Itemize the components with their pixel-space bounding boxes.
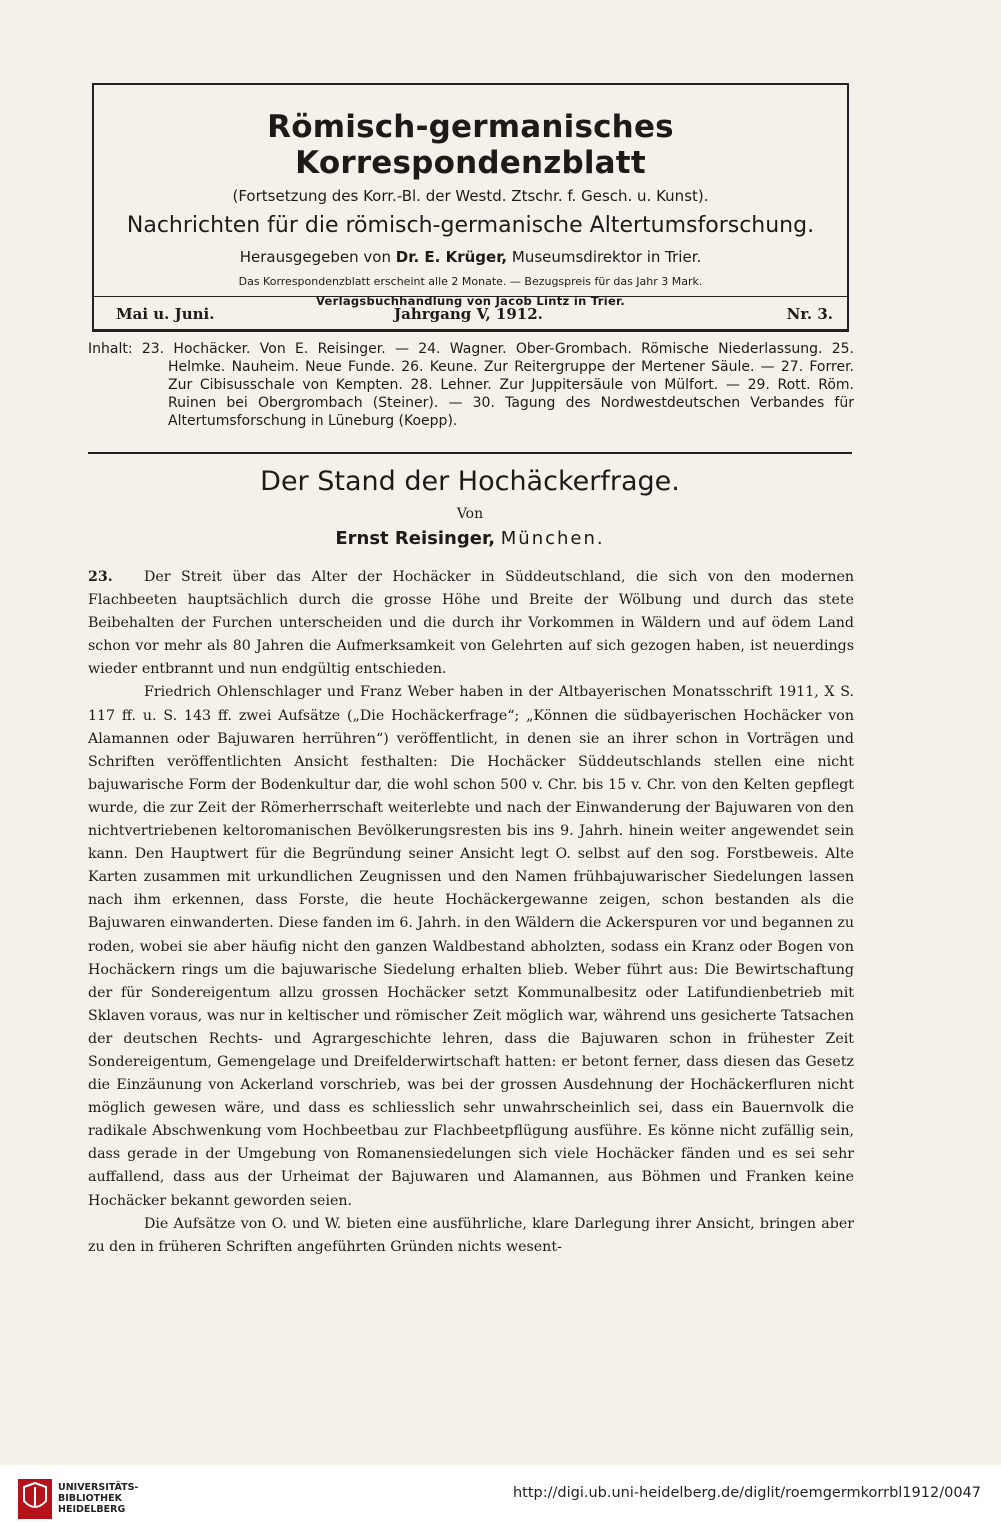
journal-subtitle: (Fortsetzung des Korr.-Bl. der Westd. Ztschr. f. Gesch. u. Kunst).: [232, 187, 709, 205]
editor-name: Dr. E. Krüger,: [395, 248, 508, 266]
library-name[interactable]: UNIVERSITÄTS- BIBLIOTHEK HEIDELBERG: [58, 1482, 139, 1515]
article-title: Der Stand der Hochäckerfrage.: [260, 466, 680, 497]
paragraph: 23. Der Streit über das Alter der Hochäcker in Süddeutschland, die sich von den modernen Flachbeeten hauptsächlich durch die grosse Höhe und Breite der Wölbung und durch das stete Beibehalten der Furchen unterscheiden und die durch ihr Vorkommen in Wäldern und auf ödem Land schon vor mehr als 80 Jahren die Aufmerksamkeit von Gelehrten auf sich gezogen haben, ist neuerdings wieder entbrannt und nun endgültig entschieden.: [88, 566, 854, 681]
author-name: Ernst Reisinger,: [335, 528, 496, 549]
article-body: [88, 566, 854, 1259]
source-url-link[interactable]: http://digi.ub.uni-heidelberg.de/diglit/roemgermkorrbl1912/0047: [512, 1485, 981, 1501]
contents-label: Inhalt:: [88, 341, 133, 357]
divider: [88, 452, 852, 454]
issue-volume: Jahrgang V, 1912.: [394, 305, 543, 323]
publisher-line: Verlagsbuchhandlung von Jacob Lintz in Trier.: [315, 294, 626, 308]
author-place: München.: [500, 528, 605, 549]
editor-line: [94, 248, 847, 266]
masthead: [92, 83, 849, 308]
section-number: 23.: [88, 569, 113, 585]
issue-number: Nr. 3.: [786, 305, 833, 323]
editor-suffix: Museumsdirektor in Trier.: [511, 248, 702, 266]
journal-tagline: Nachrichten für die römisch-germanische Altertumsforschung.: [126, 213, 815, 238]
library-logo-icon[interactable]: [18, 1479, 52, 1519]
paragraph: Friedrich Ohlenschlager und Franz Weber haben in der Altbayerischen Monatsschrift 1911, X S. 117 ff. u. S. 143 ff. zwei Aufsätze („Die Hochäckerfrage“; „Können die südbayerischen Hochäcker von Alamannen oder Bajuwaren herrühren“) veröffentlicht, in denen sie an ihrer schon in Vorträgen und Schriften veröffentlichten Ansicht festhalten: Die Hochäcker Süddeutschlands stellen eine nicht bajuwarische Form der Bodenkultur dar, die wohl schon 500 v. Chr. bis 15 v. Chr. von den Kelten gepflegt wurde, die zur Zeit der Römerherrschaft weiterlebte und nach der Einwanderung der Bajuwaren von den nichtvertriebenen keltoromanischen Bevölkerungsresten bis ins 9. Jahrh. hinein weiter angewendet sein kann. Den Hauptwert für die Begründung seiner Ansicht legt O. selbst auf den sog. Forstbeweis. Alte Karten zusammen mit urkundlichen Zeugnissen und den Namen frühbajuwarischer Siedelungen lassen nach ihm erkennen, dass Forste, die heute Hochäckergewanne zeigen, schon bestanden als die Bajuwaren einwanderten. Diese fanden im 6. Jahrh. in den Wäldern die Ackerspuren vor und begannen zu roden, wobei sie aber häufig nicht den ganzen Waldbestand abholzten, sodass ein Kranz oder Bogen von Hochäckern rings um die bajuwarische Siedelung erhalten blieb. Weber führt aus: Die Bewirtschaftung der für Sondereigentum allzu grossen Hochäcker setzt Kommunalbesitz oder Latifundienbetrieb mit Sklaven voraus, was nur in keltischer und römischer Zeit möglich war, während uns gesicherte Tatsachen der deutschen Rechts- und Agrargeschichte lehren, dass die Bajuwaren schon in frühester Zeit Sondereigentum, Gemengelage und Dreifelderwirtschaft hatten: er betont ferner, dass diesen das Gesetz die Einzäunung von Ackerland vorschrieb, was bei der grossen Ausdehnung der Hochäckerfluren nicht möglich gewesen wäre, und dass es schliesslich sehr unwahrscheinlich sei, dass ein Bauernvolk die radikale Abschwenkung vom Hochbeetbau zur Flachbeetpflügung ausführe. Es könne nicht zufällig sein, dass gerade in der Umgebung von Romanensiedelungen sich viele Hochäcker fänden und es sei sehr auffallend, dass aus der Urheimat der Bajuwaren und Alamannen, aus Böhmen und Franken keine Hochäcker bekannt geworden seien.: [88, 684, 854, 1209]
paragraph: Die Aufsätze von O. und W. bieten eine ausführliche, klare Darlegung ihrer Ansicht, bringen aber zu den in früheren Schriften angeführten Gründen nichts wesent-: [88, 1215, 854, 1255]
issue-bar: [92, 296, 849, 332]
editor-prefix: Herausgegeben von: [239, 248, 391, 266]
journal-title: Römisch-germanisches Korrespondenzblatt: [267, 109, 674, 181]
article-author: [0, 528, 940, 549]
issue-date: Mai u. Juni.: [116, 305, 215, 323]
table-of-contents: [88, 340, 854, 430]
contents-text: 23. Hochäcker. Von E. Reisinger. — 24. Wagner. Ober-Grombach. Römische Niederlassung. 25. Helmke. Nauheim. Neue Funde. 26. Keune. Zur Reitergruppe der Mertener Säule. — 27. Forrer. Zur Cibisusschale von Kempten. 28. Lehner. Zur Juppitersäule von Mülfort. — 29. Rott. Röm. Ruinen bei Obergrombach (Steiner). — 30. Tagung des Nordwestdeutschen Verbandes für Altertumsforschung in Lüneburg (Koepp).: [141, 341, 854, 429]
publication-notice: Das Korrespondenzblatt erscheint alle 2 Monate. — Bezugspreis für das Jahr 3 Mark.: [238, 275, 703, 288]
article-by: Von: [456, 506, 484, 522]
footer: [0, 1465, 1001, 1539]
